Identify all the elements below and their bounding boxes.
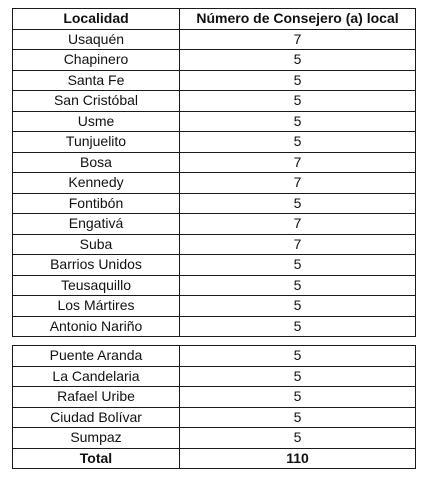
table-row [13,50,416,71]
consejeros-count-cell: 5 [180,111,416,132]
consejeros-count-cell: 7 [180,152,416,173]
total-value: 110 [180,448,416,469]
localidad-cell: Chapinero [13,50,180,71]
localidad-cell: Antonio Nariño [13,316,180,337]
total-label: Total [13,448,180,469]
table-row [13,70,416,91]
consejeros-count-cell: 5 [180,316,416,337]
localidad-cell: Kennedy [13,173,180,194]
localidad-cell: Teusaquillo [13,275,180,296]
table-row [13,214,416,235]
table-row [13,428,416,449]
header-row [13,9,416,30]
table-row [13,234,416,255]
table-row [13,316,416,337]
consejeros-count-cell: 5 [180,428,416,449]
consejeros-count-cell: 5 [180,255,416,276]
consejeros-count-cell: 5 [180,132,416,153]
localidad-cell: Usme [13,111,180,132]
consejeros-count-cell: 7 [180,173,416,194]
table-row [13,111,416,132]
consejeros-count-cell: 5 [180,346,416,367]
consejeros-count-cell: 7 [180,234,416,255]
localidad-cell: La Candelaria [13,366,180,387]
localidad-cell: Bosa [13,152,180,173]
consejeros-table-part-2 [12,345,416,469]
consejeros-count-cell: 5 [180,50,416,71]
table-row [13,296,416,317]
localidad-cell: Rafael Uribe [13,387,180,408]
localidad-cell: Engativá [13,214,180,235]
table-row [13,132,416,153]
table-row [13,152,416,173]
localidad-cell: Suba [13,234,180,255]
consejeros-count-cell: 5 [180,296,416,317]
table-row [13,193,416,214]
consejeros-count-cell: 5 [180,91,416,112]
table-row [13,387,416,408]
localidad-cell: Ciudad Bolívar [13,407,180,428]
table-row [13,366,416,387]
consejeros-count-cell: 5 [180,70,416,91]
consejeros-table-part-1 [12,8,416,337]
localidad-cell: Tunjuelito [13,132,180,153]
consejeros-count-cell: 7 [180,29,416,50]
localidad-cell: Los Mártires [13,296,180,317]
localidad-cell: Puente Aranda [13,346,180,367]
table-row [13,275,416,296]
header-localidad: Localidad [13,9,180,30]
table-row [13,407,416,428]
localidad-cell: Usaquén [13,29,180,50]
localidad-cell: Santa Fe [13,70,180,91]
consejeros-count-cell: 5 [180,193,416,214]
consejeros-count-cell: 5 [180,366,416,387]
table-row [13,91,416,112]
header-numero-consejeros: Número de Consejero (a) local [180,9,416,30]
table-row [13,29,416,50]
localidad-cell: San Cristóbal [13,91,180,112]
consejeros-count-cell: 7 [180,214,416,235]
localidad-cell: Barrios Unidos [13,255,180,276]
consejeros-count-cell: 5 [180,275,416,296]
table-row [13,255,416,276]
consejeros-count-cell: 5 [180,407,416,428]
table-row [13,346,416,367]
table-row [13,173,416,194]
total-row [13,448,416,469]
consejeros-count-cell: 5 [180,387,416,408]
localidad-cell: Sumpaz [13,428,180,449]
localidad-cell: Fontibón [13,193,180,214]
